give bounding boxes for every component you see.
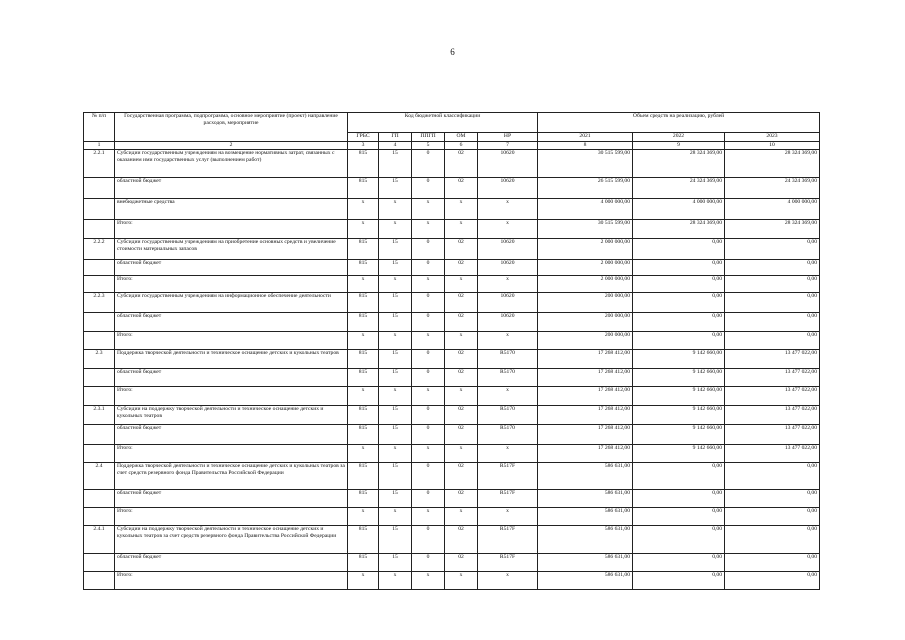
table-row <box>84 425 820 445</box>
cell-gp: х <box>379 276 412 293</box>
table-row <box>84 293 820 313</box>
cell-2023: 0,00 <box>725 554 820 572</box>
cell-nr: х <box>478 387 538 406</box>
cell-ppgp: 0 <box>412 239 445 260</box>
row-name: Итого: <box>115 572 348 590</box>
cell-nr: х <box>478 572 538 590</box>
cell-2021: 586 631,00 <box>538 490 633 508</box>
table-row <box>84 406 820 425</box>
cell-nr: R517F <box>478 463 538 490</box>
cell-2023: 13 477 022,00 <box>725 425 820 445</box>
row-name: Субсидии государственным учреждениям на информационное обеспечение деятельности <box>115 293 348 313</box>
row-name: Субсидии государственным учреждениям на возмещение нормативных затрат, связанных с оказанием ими государственных услуг (выполнением работ) <box>115 150 348 178</box>
cell-grbs: х <box>348 572 379 590</box>
cell-gp: 15 <box>379 313 412 332</box>
cell-om: 02 <box>445 554 478 572</box>
cell-grbs: х <box>348 508 379 526</box>
cell-nr: R517F <box>478 526 538 554</box>
row-number <box>84 445 115 463</box>
cell-2023: 0,00 <box>725 490 820 508</box>
cell-2023: 0,00 <box>725 260 820 276</box>
cell-om: 02 <box>445 178 478 199</box>
cell-2021: 17 268 412,00 <box>538 425 633 445</box>
cell-2023: 0,00 <box>725 239 820 260</box>
row-name: Субсидии на поддержку творческой деятельности и техническое оснащение детских и кукольных театров за счет средств резервного фонда Правительства Российской Федерации <box>115 526 348 554</box>
cell-om: 02 <box>445 313 478 332</box>
cell-2023: 13 477 022,00 <box>725 406 820 425</box>
header-2023: 2023 <box>725 133 820 142</box>
row-name: областной бюджет <box>115 490 348 508</box>
table-row <box>84 199 820 220</box>
cell-om: 02 <box>445 490 478 508</box>
cell-om: 02 <box>445 260 478 276</box>
table-row <box>84 463 820 490</box>
cell-nr: 10620 <box>478 150 538 178</box>
cell-2022: 0,00 <box>633 276 725 293</box>
cell-nr: 10620 <box>478 293 538 313</box>
row-number: 2.2.2 <box>84 239 115 260</box>
cell-2022: 0,00 <box>633 490 725 508</box>
row-number <box>84 260 115 276</box>
cell-2023: 24 324 369,00 <box>725 178 820 199</box>
row-name: Субсидии на поддержку творческой деятельности и техническое оснащение детских и кукольных театров <box>115 406 348 425</box>
table-row <box>84 526 820 554</box>
cell-2022: 4 000 000,00 <box>633 199 725 220</box>
cell-2021: 17 268 412,00 <box>538 445 633 463</box>
cell-nr: 10620 <box>478 239 538 260</box>
header-no: № п/п <box>84 113 115 142</box>
col-num-2: 2 <box>115 142 348 150</box>
header-2021: 2021 <box>538 133 633 142</box>
row-number <box>84 276 115 293</box>
cell-nr: 10620 <box>478 313 538 332</box>
cell-grbs: 815 <box>348 293 379 313</box>
cell-ppgp: 0 <box>412 554 445 572</box>
cell-grbs: х <box>348 276 379 293</box>
cell-nr: х <box>478 220 538 239</box>
cell-gp: 15 <box>379 369 412 387</box>
cell-grbs: х <box>348 220 379 239</box>
cell-grbs: 815 <box>348 350 379 369</box>
row-number <box>84 554 115 572</box>
cell-2022: 0,00 <box>633 554 725 572</box>
row-number <box>84 508 115 526</box>
cell-2021: 586 631,00 <box>538 554 633 572</box>
cell-2021: 17 268 412,00 <box>538 350 633 369</box>
row-name: Итого: <box>115 508 348 526</box>
cell-om: 02 <box>445 239 478 260</box>
row-name: Итого: <box>115 332 348 350</box>
cell-grbs: х <box>348 332 379 350</box>
cell-2022: 0,00 <box>633 508 725 526</box>
cell-ppgp: 0 <box>412 490 445 508</box>
row-number <box>84 313 115 332</box>
row-name: областной бюджет <box>115 425 348 445</box>
row-number <box>84 199 115 220</box>
row-number: 2.3 <box>84 350 115 369</box>
table-row <box>84 369 820 387</box>
cell-2021: 17 268 412,00 <box>538 369 633 387</box>
cell-gp: х <box>379 220 412 239</box>
cell-nr: х <box>478 199 538 220</box>
cell-gp: 15 <box>379 178 412 199</box>
cell-ppgp: х <box>412 572 445 590</box>
cell-ppgp: 0 <box>412 313 445 332</box>
cell-om: 02 <box>445 406 478 425</box>
table-row <box>84 260 820 276</box>
cell-2022: 0,00 <box>633 572 725 590</box>
cell-2021: 2 000 000,00 <box>538 239 633 260</box>
cell-om: 02 <box>445 425 478 445</box>
table-row <box>84 276 820 293</box>
cell-2022: 0,00 <box>633 293 725 313</box>
col-num-5: 5 <box>412 142 445 150</box>
cell-gp: 15 <box>379 554 412 572</box>
cell-gp: 15 <box>379 150 412 178</box>
header-program: Государственная программа, подпрограмма, основное мероприятие (проект) направление расходов, мероприятие <box>115 113 348 142</box>
cell-2021: 30 515 599,00 <box>538 220 633 239</box>
cell-nr: х <box>478 332 538 350</box>
cell-2022: 0,00 <box>633 239 725 260</box>
cell-2021: 26 515 599,00 <box>538 178 633 199</box>
cell-2023: 0,00 <box>725 332 820 350</box>
cell-gp: 15 <box>379 293 412 313</box>
cell-gp: 15 <box>379 406 412 425</box>
cell-grbs: х <box>348 199 379 220</box>
cell-ppgp: 0 <box>412 150 445 178</box>
cell-2023: 0,00 <box>725 293 820 313</box>
cell-ppgp: х <box>412 508 445 526</box>
col-num-3: 3 <box>348 142 379 150</box>
row-number <box>84 572 115 590</box>
cell-2021: 586 631,00 <box>538 508 633 526</box>
page-number: 6 <box>450 47 455 57</box>
cell-nr: R5170 <box>478 350 538 369</box>
cell-2023: 28 324 369,00 <box>725 220 820 239</box>
cell-grbs: х <box>348 445 379 463</box>
cell-om: 02 <box>445 350 478 369</box>
cell-ppgp: х <box>412 276 445 293</box>
cell-2023: 0,00 <box>725 463 820 490</box>
table-row <box>84 350 820 369</box>
header-om: ОМ <box>445 133 478 142</box>
cell-grbs: 815 <box>348 490 379 508</box>
cell-2023: 13 477 022,00 <box>725 445 820 463</box>
table-row <box>84 490 820 508</box>
cell-grbs: 815 <box>348 178 379 199</box>
cell-2021: 17 268 412,00 <box>538 387 633 406</box>
cell-om: х <box>445 508 478 526</box>
row-name: областной бюджет <box>115 313 348 332</box>
cell-nr: R5170 <box>478 425 538 445</box>
header-2022: 2022 <box>633 133 725 142</box>
cell-nr: 10620 <box>478 260 538 276</box>
cell-2022: 9 142 660,00 <box>633 425 725 445</box>
cell-2022: 28 324 369,00 <box>633 220 725 239</box>
cell-om: х <box>445 387 478 406</box>
row-number: 2.2.1 <box>84 150 115 178</box>
cell-2022: 0,00 <box>633 332 725 350</box>
cell-gp: 15 <box>379 350 412 369</box>
header-budget-code: Код бюджетной классификации <box>348 113 538 133</box>
row-name: внебюджетные средства <box>115 199 348 220</box>
row-number <box>84 490 115 508</box>
cell-2021: 200 000,00 <box>538 332 633 350</box>
header-grbs: ГРБС <box>348 133 379 142</box>
cell-ppgp: х <box>412 220 445 239</box>
cell-2021: 200 000,00 <box>538 293 633 313</box>
cell-2023: 13 477 022,00 <box>725 387 820 406</box>
cell-om: 02 <box>445 369 478 387</box>
cell-2022: 0,00 <box>633 526 725 554</box>
cell-2022: 0,00 <box>633 313 725 332</box>
cell-2022: 0,00 <box>633 463 725 490</box>
cell-gp: 15 <box>379 490 412 508</box>
cell-om: х <box>445 445 478 463</box>
col-num-7: 7 <box>478 142 538 150</box>
col-num-10: 10 <box>725 142 820 150</box>
col-num-4: 4 <box>379 142 412 150</box>
row-number <box>84 178 115 199</box>
cell-nr: R517F <box>478 490 538 508</box>
table-row <box>84 239 820 260</box>
cell-om: х <box>445 572 478 590</box>
cell-ppgp: 0 <box>412 425 445 445</box>
cell-grbs: 815 <box>348 463 379 490</box>
cell-gp: х <box>379 508 412 526</box>
row-name: Поддержка творческой деятельности и техническое оснащение детских и кукольных театров <box>115 350 348 369</box>
table-row <box>84 178 820 199</box>
cell-nr: R5170 <box>478 369 538 387</box>
row-number <box>84 425 115 445</box>
cell-nr: 10620 <box>478 178 538 199</box>
cell-2023: 0,00 <box>725 526 820 554</box>
cell-2021: 2 000 000,00 <box>538 276 633 293</box>
cell-2023: 13 477 022,00 <box>725 350 820 369</box>
col-num-6: 6 <box>445 142 478 150</box>
table-row <box>84 554 820 572</box>
cell-ppgp: 0 <box>412 463 445 490</box>
cell-nr: R517F <box>478 554 538 572</box>
table-row <box>84 150 820 178</box>
budget-table <box>83 112 820 590</box>
row-number: 2.3.1 <box>84 406 115 425</box>
cell-gp: 15 <box>379 463 412 490</box>
row-name: Субсидии государственным учреждениям на приобретение основных средств и увеличение стоимости материальных запасов <box>115 239 348 260</box>
cell-ppgp: 0 <box>412 293 445 313</box>
col-num-8: 8 <box>538 142 633 150</box>
cell-grbs: 815 <box>348 239 379 260</box>
cell-2021: 200 000,00 <box>538 313 633 332</box>
cell-grbs: 815 <box>348 369 379 387</box>
cell-gp: х <box>379 445 412 463</box>
cell-2023: 0,00 <box>725 572 820 590</box>
cell-2022: 0,00 <box>633 260 725 276</box>
table-row <box>84 332 820 350</box>
row-name: областной бюджет <box>115 554 348 572</box>
cell-ppgp: 0 <box>412 260 445 276</box>
cell-2022: 9 142 660,00 <box>633 387 725 406</box>
header-nr: НР <box>478 133 538 142</box>
cell-grbs: 815 <box>348 260 379 276</box>
cell-ppgp: х <box>412 199 445 220</box>
row-name: областной бюджет <box>115 260 348 276</box>
row-name: Итого: <box>115 276 348 293</box>
cell-gp: х <box>379 199 412 220</box>
cell-om: 02 <box>445 526 478 554</box>
cell-2022: 9 142 660,00 <box>633 406 725 425</box>
cell-2021: 17 268 412,00 <box>538 406 633 425</box>
cell-gp: 15 <box>379 239 412 260</box>
row-name: областной бюджет <box>115 369 348 387</box>
cell-gp: 15 <box>379 526 412 554</box>
header-gp: ГП <box>379 133 412 142</box>
cell-grbs: 815 <box>348 313 379 332</box>
cell-2023: 0,00 <box>725 313 820 332</box>
cell-om: 02 <box>445 293 478 313</box>
cell-2021: 2 000 000,00 <box>538 260 633 276</box>
row-number: 2.2.3 <box>84 293 115 313</box>
cell-om: х <box>445 276 478 293</box>
cell-om: х <box>445 332 478 350</box>
table-row <box>84 508 820 526</box>
row-name: Итого: <box>115 387 348 406</box>
cell-2022: 9 142 660,00 <box>633 350 725 369</box>
cell-om: 02 <box>445 463 478 490</box>
cell-ppgp: 0 <box>412 406 445 425</box>
row-number <box>84 220 115 239</box>
header-volume: Объем средств на реализацию, рублей <box>538 113 820 133</box>
cell-2023: 0,00 <box>725 276 820 293</box>
cell-om: х <box>445 199 478 220</box>
cell-ppgp: 0 <box>412 178 445 199</box>
cell-gp: х <box>379 332 412 350</box>
table-row <box>84 220 820 239</box>
cell-ppgp: 0 <box>412 526 445 554</box>
cell-ppgp: х <box>412 332 445 350</box>
cell-2021: 4 000 000,00 <box>538 199 633 220</box>
cell-nr: х <box>478 276 538 293</box>
header-ppgp: ППГП <box>412 133 445 142</box>
row-number <box>84 369 115 387</box>
cell-grbs: х <box>348 387 379 406</box>
cell-ppgp: х <box>412 445 445 463</box>
row-number <box>84 332 115 350</box>
cell-ppgp: 0 <box>412 369 445 387</box>
cell-2022: 24 324 369,00 <box>633 178 725 199</box>
row-name: Поддержка творческой деятельности и техническое оснащение детских и кукольных театров за счет средств резервного фонда Правительства Российской Федерации <box>115 463 348 490</box>
cell-2021: 586 631,00 <box>538 463 633 490</box>
cell-ppgp: х <box>412 387 445 406</box>
row-name: Итого: <box>115 445 348 463</box>
col-num-1: 1 <box>84 142 115 150</box>
cell-2022: 28 324 369,00 <box>633 150 725 178</box>
cell-nr: R5170 <box>478 406 538 425</box>
cell-gp: 15 <box>379 260 412 276</box>
cell-grbs: 815 <box>348 554 379 572</box>
cell-ppgp: 0 <box>412 350 445 369</box>
cell-grbs: 815 <box>348 150 379 178</box>
table-row <box>84 313 820 332</box>
row-name: Итого: <box>115 220 348 239</box>
cell-om: х <box>445 220 478 239</box>
cell-2023: 0,00 <box>725 508 820 526</box>
col-num-9: 9 <box>633 142 725 150</box>
cell-2021: 586 631,00 <box>538 526 633 554</box>
cell-2023: 4 000 000,00 <box>725 199 820 220</box>
cell-grbs: 815 <box>348 425 379 445</box>
row-name: областной бюджет <box>115 178 348 199</box>
cell-2022: 9 142 660,00 <box>633 445 725 463</box>
cell-2022: 9 142 660,00 <box>633 369 725 387</box>
cell-nr: х <box>478 445 538 463</box>
cell-grbs: 815 <box>348 406 379 425</box>
table-row <box>84 387 820 406</box>
cell-grbs: 815 <box>348 526 379 554</box>
cell-gp: х <box>379 387 412 406</box>
table-row <box>84 572 820 590</box>
row-number <box>84 387 115 406</box>
cell-2021: 30 515 599,00 <box>538 150 633 178</box>
cell-om: 02 <box>445 150 478 178</box>
cell-gp: 15 <box>379 425 412 445</box>
cell-2023: 13 477 022,00 <box>725 369 820 387</box>
cell-2021: 586 631,00 <box>538 572 633 590</box>
cell-2023: 28 324 369,00 <box>725 150 820 178</box>
cell-gp: х <box>379 572 412 590</box>
table-row <box>84 445 820 463</box>
row-number: 2.4 <box>84 463 115 490</box>
row-number: 2.4.1 <box>84 526 115 554</box>
cell-nr: х <box>478 508 538 526</box>
